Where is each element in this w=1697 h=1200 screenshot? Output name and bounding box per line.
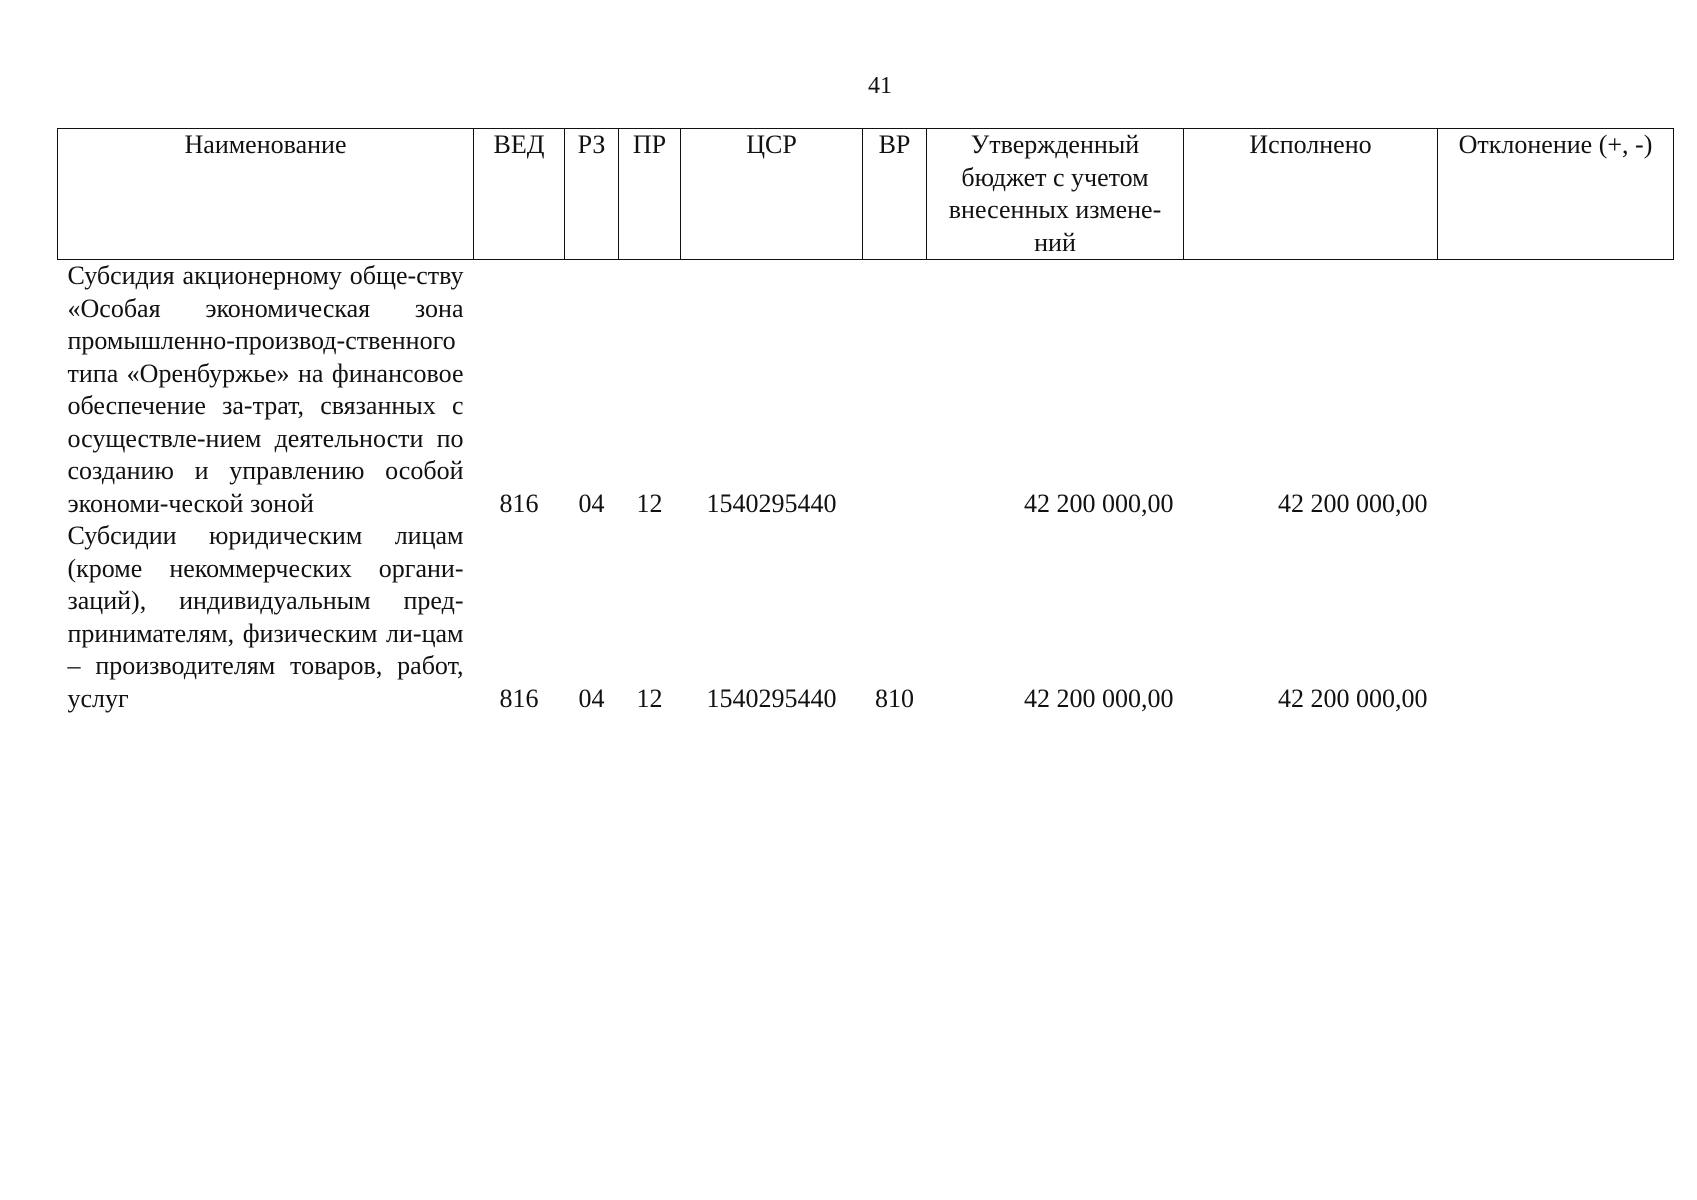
- row-approved: 42 200 000,00: [1024, 488, 1174, 518]
- budget-table: [57, 128, 1674, 715]
- row-vr: 810: [875, 683, 914, 713]
- row-csr: 1540295440: [706, 683, 837, 713]
- row-rz: 04: [578, 683, 605, 713]
- header-executed: Исполнено: [1184, 129, 1438, 260]
- row-executed: 42 200 000,00: [1278, 488, 1428, 518]
- row-deviation: [1438, 260, 1674, 521]
- header-pr: ПР: [619, 129, 681, 260]
- row-ved: 816: [499, 683, 539, 713]
- row-approved: 42 200 000,00: [1024, 683, 1174, 713]
- header-csr: ЦСР: [681, 129, 863, 260]
- page-number: 41: [868, 73, 892, 99]
- row-rz: 04: [578, 488, 605, 518]
- table-row: [58, 260, 1674, 521]
- row-name: Субсидия акционерному обще-ству «Особая экономическая зона промышленно-производ-ственного типа «Оренбуржье» на финансовое обеспечение за-трат, связанных с осуществле-нием деятельности по созданию и управлению особой экономи-ческой зоной: [67, 261, 464, 518]
- table-header-row: [58, 129, 1674, 260]
- row-name: Субсидии юридическим лицам (кроме некоммерческих органи-заций), индивидуальным пред-принимателям, физическим ли-цам – производителям товаров, работ, услуг: [67, 521, 464, 713]
- header-ved: ВЕД: [474, 129, 565, 260]
- row-vr: [863, 260, 927, 521]
- header-vr: ВР: [863, 129, 927, 260]
- row-deviation: [1438, 520, 1674, 715]
- header-deviation: Отклонение (+, -): [1438, 129, 1674, 260]
- row-pr: 12: [636, 488, 663, 518]
- row-executed: 42 200 000,00: [1278, 683, 1428, 713]
- header-name: Наименование: [58, 129, 474, 260]
- row-pr: 12: [636, 683, 663, 713]
- header-approved-budget: Утвержденный бюджет с учетом внесенных измене-ний: [927, 129, 1184, 260]
- row-csr: 1540295440: [706, 488, 837, 518]
- table-row: [58, 520, 1674, 715]
- header-rz: РЗ: [565, 129, 619, 260]
- row-ved: 816: [499, 488, 539, 518]
